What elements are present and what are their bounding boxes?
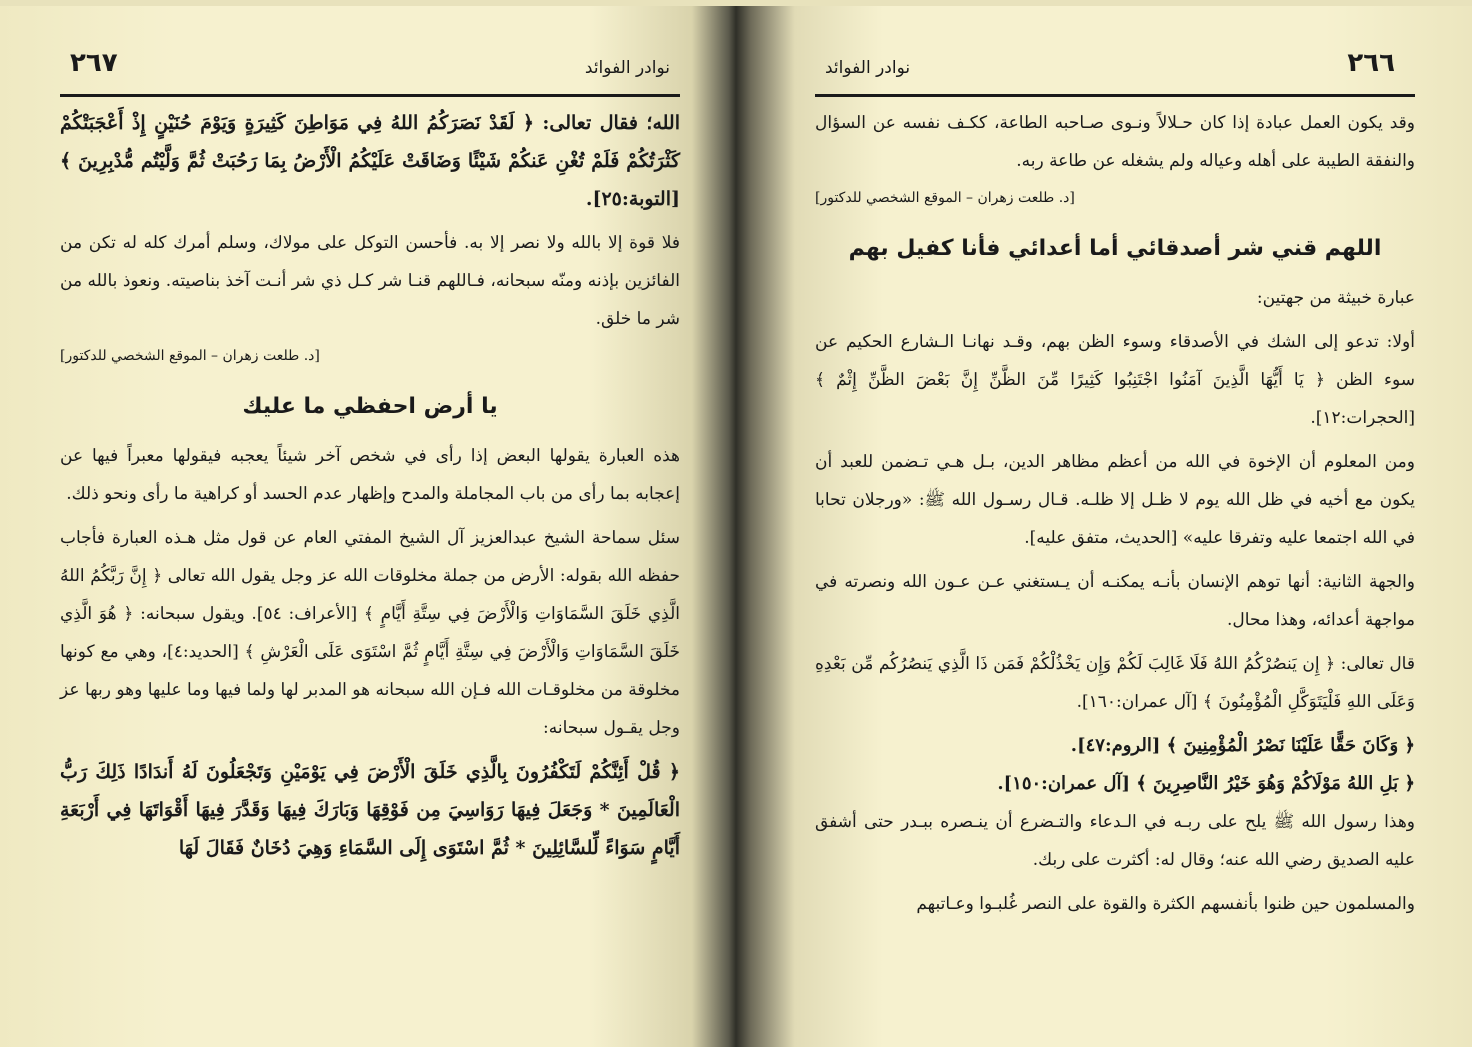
left-para-1: فلا قوة إلا بالله ولا نصر إلا به. فأحسن التوكل على مولاك، وسلم أمرك كله له تكن من الفائزين بإذنه ومنّه سبحانه، فـاللهم قنـا شر كـل ذي شر أنـت آخذ بناصيته. ونعوذ بالله من شر ما خلق.	[60, 233, 680, 329]
right-para-6: قال تعالى: ﴿ إِن يَنصُرْكُمُ اللهُ فَلَا غَالِبَ لَكُمْ وَإِن يَخْذُلْكُمْ فَمَن ذَا الَّذِي يَنصُرُكُم مِّن بَعْدِهِ وَعَلَى اللهِ فَلْيَتَوَكَّلِ الْمُؤْمِنُونَ ﴾ [آل عمران:١٦٠].	[815, 654, 1415, 712]
left-source-1: [د. طلعت زهران – الموقع الشخصي للدكتور]	[60, 348, 320, 364]
right-page-number: ٢٦٦	[1347, 48, 1395, 78]
right-source-1: [د. طلعت زهران – الموقع الشخصي للدكتور]	[815, 190, 1075, 206]
left-page-header	[60, 44, 680, 97]
left-para-3: سئل سماحة الشيخ عبدالعزيز آل الشيخ المفتي العام عن قول مثل هـذه العبارة فأجاب حفظه الله بقوله: الأرض من جملة مخلوقات الله عز وجل يقول الله تعالى ﴿ إِنَّ رَبَّكُمُ اللهُ الَّذِي خَلَقَ السَّمَاوَاتِ وَالْأَرْضَ فِي سِتَّةِ أَيَّامٍ ﴾ [الأعراف: ٥٤]. ويقول سبحانه: ﴿ هُوَ الَّذِي خَلَقَ السَّمَاوَاتِ وَالْأَرْضَ فِي سِتَّةِ أَيَّامٍ ثُمَّ اسْتَوَى عَلَى الْعَرْشِ ﴾ [الحديد:٤]، وهي مع كونها مخلوقة من مخلوقـات الله فـإن الله سبحانه هو المدبر لها ولما فيها وما عليها وهو ربها عز وجل يقـول سبحانه:	[60, 528, 681, 738]
left-para-2: هذه العبارة يقولها البعض إذا رأى في شخص آخر شيئاً يعجبه فيقولها معبراً فيها عن إعجابه بما رأى من باب المجاملة والمدح وإظهار عدم الحسد أو كراهية ما رأى ونحو ذلك.	[60, 446, 680, 504]
right-para-7: وهذا رسول الله ﷺ يلح على ربـه في الـدعاء والتـضرع أن ينـصره ببـدر حتى أشفق عليه الصديق رضي الله عنه؛ وقال له: أكثرت على ربك.	[815, 812, 1415, 870]
right-header-title: نوادر الفوائد	[825, 58, 911, 78]
left-page-number: ٢٦٧	[70, 48, 118, 78]
right-para-3: أولا: تدعو إلى الشك في الأصدقاء وسوء الظن بهم، وقـد نهانـا الـشارع الحكيم عن سوء الظن ﴿ يَا أَيُّهَا الَّذِينَ آمَنُوا اجْتَنِبُوا كَثِيرًا مِّنَ الظَّنِّ إِنَّ بَعْضَ الظَّنِّ إِثْمٌ ﴾ [الحجرات:١٢].	[815, 332, 1415, 428]
right-section-heading: اللهم قني شر أصدقائي أما أعدائي فأنا كفيل بهم	[848, 236, 1382, 261]
right-quote-2: ﴿ بَلِ اللهُ مَوْلَاكُمْ وَهُوَ خَيْرُ النَّاصِرِينَ ﴾ [آل عمران:١٥٠].	[997, 773, 1415, 794]
right-para-5: والجهة الثانية: أنها توهم الإنسان بأنـه يمكنـه أن يـستغني عـن عـون الله ونصرته في مواجهة أعدائه، وهذا محال.	[815, 572, 1415, 630]
left-section-heading: يا أرض احفظي ما عليك	[242, 394, 498, 419]
left-page	[60, 0, 680, 1047]
right-page	[815, 0, 1415, 1047]
left-header-title: نوادر الفوائد	[584, 58, 670, 78]
right-page-header	[815, 44, 1415, 97]
left-quran-intro: الله؛ فقال تعالى: ﴿ لَقَدْ نَصَرَكُمُ اللهُ فِي مَوَاطِنَ كَثِيرَةٍ وَيَوْمَ حُنَيْنٍ إِذْ أَعْجَبَتْكُمْ كَثْرَتُكُمْ فَلَمْ تُغْنِ عَنكُمْ شَيْئًا وَضَاقَتْ عَلَيْكُمُ الْأَرْضُ بِمَا رَحُبَتْ ثُمَّ وَلَّيْتُم مُّدْبِرِينَ ﴾ [التوبة:٢٥].	[60, 112, 680, 210]
left-para-4: ﴿ قُلْ أَئِنَّكُمْ لَتَكْفُرُونَ بِالَّذِي خَلَقَ الْأَرْضَ فِي يَوْمَيْنِ وَتَجْعَلُونَ لَهُ أَندَادًا ذَلِكَ رَبُّ الْعَالَمِينَ * وَجَعَلَ فِيهَا رَوَاسِيَ مِن فَوْقِهَا وَبَارَكَ فِيهَا وَقَدَّرَ فِيهَا أَقْوَاتَهَا فِي أَرْبَعَةِ أَيَّامٍ سَوَاءً لِّلسَّائِلِينَ * ثُمَّ اسْتَوَى إِلَى السَّمَاءِ وَهِيَ دُخَانٌ فَقَالَ لَهَا	[60, 761, 680, 859]
right-para-2: عبارة خبيثة من جهتين:	[1256, 288, 1415, 308]
right-para-4: ومن المعلوم أن الإخوة في الله من أعظم مظاهر الدين، بـل هـي تـضمن للعبد أن يكون مع أخيه في ظل الله يوم لا ظـل إلا ظلـه. قـال رسـول الله ﷺ: «ورجلان تحابا في الله اجتمعا عليه وتفرقا عليه» [الحديث، متفق عليه].	[815, 452, 1415, 548]
right-quote-1: ﴿ وَكَانَ حَقًّا عَلَيْنَا نَصْرُ الْمُؤْمِنِينَ ﴾ [الروم:٤٧].	[1070, 735, 1415, 756]
right-page-content	[815, 104, 1415, 929]
right-para-1: وقد يكون العمل عبادة إذا كان حـلالاً ونـوى صـاحبه الطاعة، ككـف نفسه عن السؤال والنفقة الطيبة على أهله وعياله ولم يشغله عن طاعة ربه.	[815, 113, 1415, 171]
left-page-content	[60, 104, 680, 873]
right-para-8: والمسلمون حين ظنوا بأنفسهم الكثرة والقوة على النصر غُلبـوا وعـاتبهم	[916, 894, 1415, 914]
